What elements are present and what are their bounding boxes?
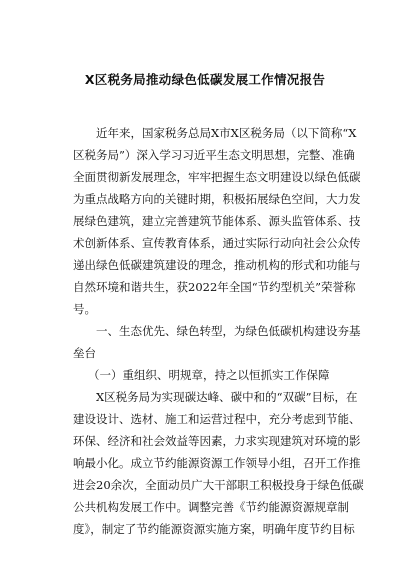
paragraph-2-line-3: 环保、经济和社会效益等因素，力求实现建筑对环境的影: [73, 434, 361, 448]
paragraph-1-line-3: 全面贯彻新发展理念，牢牢把握生态文明建设以绿色低碳: [73, 170, 361, 184]
paragraph-1-line-6: 术创新体系、宣传教育体系，通过实际行动向社会公众传: [73, 236, 361, 250]
paragraph-2-line-2: 建设设计、选材、施工和运营过程中，充分考虑到节能、: [73, 412, 361, 426]
paragraph-1-line-7: 递出绿色低碳建筑建设的理念，推动机构的形式和功能与: [73, 258, 361, 272]
paragraph-2-line-6: 公共机构发展工作中。调整完善《节约能源资源规章制: [73, 500, 349, 514]
document-title: X区税务局推动绿色低碳发展工作情况报告: [84, 72, 326, 87]
paragraph-1-line-2: 区税务局”）深入学习习近平生态文明思想，完整、准确: [73, 148, 355, 162]
section-1-heading-line-1: 一、生态优先、绿色转型，为绿色低碳机构建设夯基: [96, 324, 361, 338]
paragraph-2-line-5: 进会20余次，全面动员广大干部职工积极投身于绿色低碳: [73, 478, 364, 492]
paragraph-1-line-5: 展绿色建筑，建立完善建筑节能体系、源头监管体系、技: [73, 214, 361, 228]
paragraph-2-line-1: X区税务局为实现碳达峰、碳中和的“双碳”目标，在: [96, 390, 358, 404]
paragraph-1-line-1: 近年来，国家税务总局X市X区税务局（以下简称“X: [96, 126, 357, 140]
paragraph-2-line-7: 度》，制定了节约能源资源实施方案，明确年度节约目标: [73, 522, 355, 536]
paragraph-1-line-9: 号。: [73, 302, 96, 316]
paragraph-2-line-4: 响最小化。成立节约能源资源工作领导小组，召开工作推: [73, 456, 361, 470]
paragraph-1-line-4: 为重点战略方向的关键时期，积极拓展绿色空间，大力发: [73, 192, 361, 206]
subsection-1-heading: （一）重组织、明规章，持之以恒抓实工作保障: [88, 368, 330, 382]
section-1-heading-line-2: 垒台: [73, 346, 96, 360]
paragraph-1-line-8: 自然环境和谐共生，获2022年全国“节约型机关”荣誉称: [73, 280, 356, 294]
